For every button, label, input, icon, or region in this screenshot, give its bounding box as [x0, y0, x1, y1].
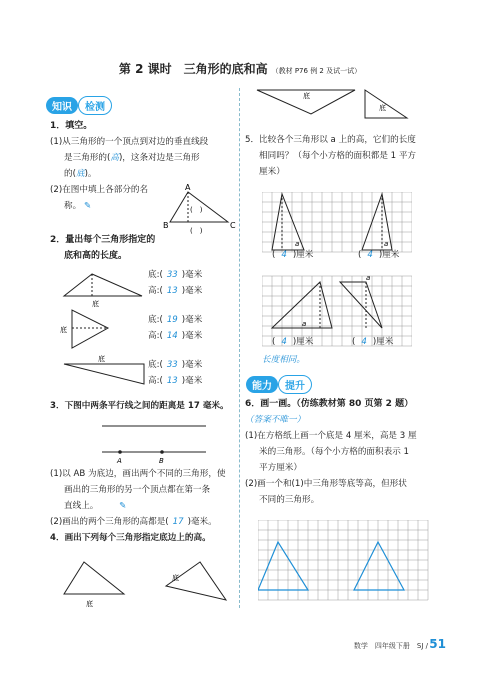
- q5-answer-4: ( 4 )厘米: [352, 337, 394, 347]
- q5-answer-1: ( 4 )厘米: [272, 250, 314, 260]
- page-title: 第 2 课时 三角形的底和高 （教材 P76 例 2 及试一试）: [118, 62, 362, 76]
- svg-text:a: a: [295, 240, 300, 248]
- svg-text:A: A: [117, 457, 122, 465]
- parallel-lines-figure: [100, 418, 210, 468]
- svg-text:B: B: [159, 457, 164, 465]
- label-b: B: [163, 221, 169, 230]
- question-1: 1．填空。 (1)从三角形的一个顶点到对边的垂直线段 是三角形的(高)，这条对边是三角形 的(底)。 (2)在图中填上各部分的名 称。 ✎: [50, 121, 209, 211]
- svg-text:a: a: [366, 274, 371, 282]
- footer-text: 数学 四年级下册 SJ /: [353, 642, 428, 650]
- page-number: 51: [429, 637, 446, 651]
- svg-text:底: 底: [98, 355, 105, 363]
- q4-triangle-2: [160, 556, 240, 612]
- q5-answer-2: ( 4 )厘米: [358, 250, 400, 260]
- q5-final-answer: 长度相同。: [262, 355, 305, 365]
- q2-triangle-1: [62, 268, 152, 308]
- svg-text:底: 底: [172, 574, 179, 582]
- svg-text:底: 底: [379, 104, 386, 112]
- svg-text:底: 底: [60, 326, 67, 334]
- q2-triangle-3: [62, 352, 152, 392]
- label-a: A: [185, 183, 191, 192]
- section-badge-knowledge: 知识 检测: [46, 96, 112, 115]
- column-divider: [239, 88, 240, 608]
- label-c: C: [230, 221, 236, 230]
- svg-text:底: 底: [303, 92, 310, 100]
- q4-triangle-1: [60, 556, 140, 612]
- question-6-text: 6．画一画。（仿练教材第 80 页第 2 题） （答案不唯一） (1)在方格纸上画一个底是 4 厘米，高是 3 厘 米的三角形。（每个小方格的面积表示 1 平方厘米） (2)画一个和(1)中三角形等底等高，但形状 不同的三角形。: [245, 399, 417, 505]
- q2-answers-3: 底:( 33 )毫米 高:( 13 )毫米: [148, 360, 203, 386]
- question-3-head: 3．下图中两条平行线之间的距离是 17 毫米。: [50, 401, 229, 411]
- svg-text:底: 底: [92, 300, 99, 308]
- right-top-triangles: [255, 84, 415, 126]
- q5-grids: [262, 192, 412, 352]
- q5-answer-3: ( 4 )厘米: [272, 337, 314, 347]
- q2-answers-1: 底:( 33 )毫米 高:( 13 )毫米: [148, 270, 203, 296]
- svg-text:( ): ( ): [190, 206, 203, 214]
- triangle-abc-figure: [160, 180, 240, 235]
- q6-grid: [258, 520, 434, 610]
- q2-answers-2: 底:( 19 )毫米 高:( 14 )毫米: [148, 315, 203, 341]
- question-4-head: 4．画出下列每个三角形指定底边上的高。: [50, 533, 211, 543]
- svg-text:( ): ( ): [190, 227, 203, 235]
- svg-text:底: 底: [86, 600, 93, 608]
- svg-text:a: a: [384, 240, 389, 248]
- svg-text:a: a: [302, 320, 307, 328]
- section-badge-ability: 能力 提升: [246, 375, 312, 394]
- question-5-text: 5．比较各个三角形以 a 上的高，它们的长度 相同吗？（每个小方格的面积都是 1 平方 厘米）: [245, 135, 417, 177]
- q2-triangle-2: [60, 306, 120, 356]
- question-3-text: (1)以 AB 为底边，画出两个不同的三角形，使 画出的三角形的另一个顶点都在第一条 直线上。 ✎ (2)画出的两个三角形的高都是( 17 )毫米。: [50, 469, 226, 527]
- question-2-head: 2．量出每个三角形指定的 底和高的长度。: [50, 235, 156, 261]
